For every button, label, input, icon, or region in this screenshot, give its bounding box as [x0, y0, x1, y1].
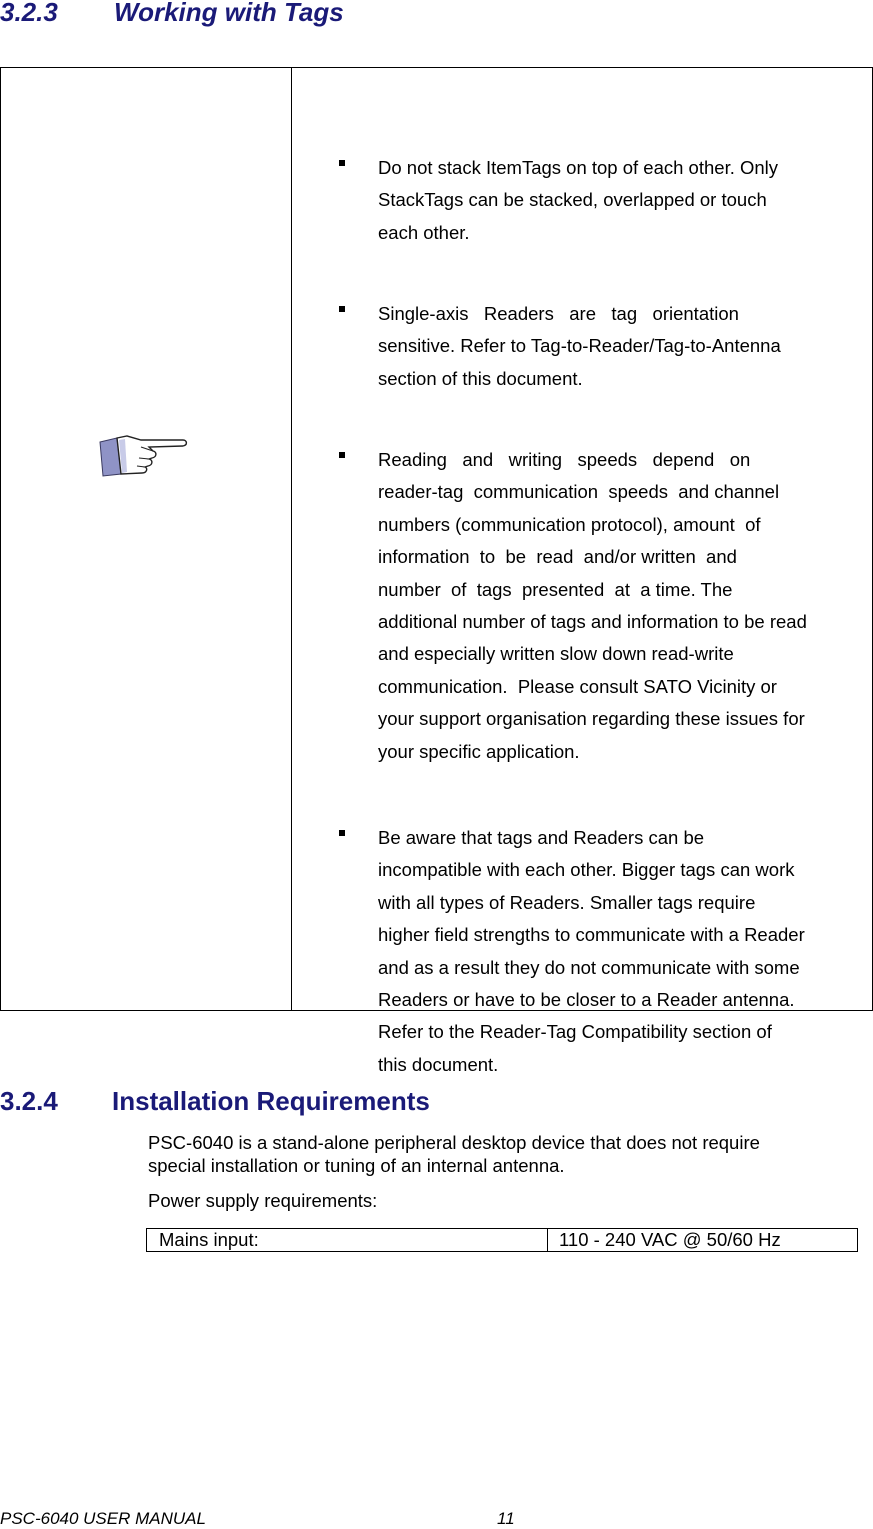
- power-spec-table: [146, 1228, 858, 1252]
- section-title: Working with Tags: [114, 0, 344, 27]
- bullet-mark: [339, 830, 345, 836]
- text-line: this document.: [378, 1053, 499, 1075]
- section-number: 3.2.3: [0, 0, 58, 27]
- text-line: number of tags presented at a time. The: [378, 578, 733, 600]
- text-line: Power supply requirements:: [148, 1190, 378, 1211]
- text-line: Refer to the Reader-Tag Compatibility section of: [378, 1021, 772, 1043]
- text-line: Do not stack ItemTags on top of each other. Only: [378, 157, 779, 178]
- text-line: your support organisation regarding these issues for: [378, 708, 805, 730]
- bullet-mark: [339, 306, 345, 312]
- text-line: information to be read and/or written and: [378, 546, 737, 568]
- text-line: PSC-6040 is a stand-alone peripheral desktop device that does not require: [148, 1132, 760, 1153]
- table-divider: [291, 68, 292, 1010]
- text-line: reader-tag communication speeds and channel: [378, 481, 780, 503]
- text-line: Reading and writing speeds depend on: [378, 449, 751, 470]
- page-number: 11: [497, 1509, 515, 1528]
- text-line: Readers or have to be closer to a Reader antenna.: [378, 989, 795, 1011]
- spec-value-cell: 110 - 240 VAC @ 50/60 Hz: [559, 1229, 781, 1250]
- text-line: communication. Please consult SATO Vicinity or: [378, 675, 777, 697]
- text-line: incompatible with each other. Bigger tags can work: [378, 859, 795, 881]
- text-line: and especially written slow down read-write: [378, 643, 734, 665]
- text-line: section of this document.: [378, 367, 583, 389]
- section-heading-3-2-3: [0, 0, 344, 27]
- text-line: sensitive. Refer to Tag-to-Reader/Tag-to-Antenna: [378, 335, 781, 357]
- text-line: each other.: [378, 221, 470, 243]
- text-line: higher field strengths to communicate with a Reader: [378, 924, 805, 946]
- table-divider: [547, 1229, 548, 1251]
- section-title: Installation Requirements: [112, 1086, 430, 1116]
- section-number: 3.2.4: [0, 1086, 58, 1116]
- bullet-mark: [339, 452, 345, 458]
- text-line: your specific application.: [378, 740, 580, 762]
- section-heading-3-2-4: [0, 1086, 430, 1116]
- intro-paragraph: [148, 1131, 860, 1177]
- note-table: [0, 67, 873, 1075]
- text-line: Be aware that tags and Readers can be: [378, 827, 705, 848]
- text-line: numbers (communication protocol), amount of: [378, 513, 761, 535]
- text-line: special installation or tuning of an internal antenna.: [148, 1155, 565, 1176]
- text-line: additional number of tags and information to be read: [378, 611, 807, 633]
- pointing-hand-icon: [97, 430, 189, 478]
- spec-label-cell: Mains input:: [159, 1229, 259, 1250]
- text-line: Single-axis Readers are tag orientation: [378, 303, 739, 324]
- footer-manual-title: PSC-6040 USER MANUAL: [0, 1509, 206, 1528]
- bullet-mark: [339, 160, 345, 166]
- text-line: and as a result they do not communicate with some: [378, 956, 800, 978]
- power-supply-label: [148, 1189, 860, 1212]
- text-line: with all types of Readers. Smaller tags require: [378, 891, 756, 913]
- text-line: StackTags can be stacked, overlapped or touch: [378, 189, 767, 211]
